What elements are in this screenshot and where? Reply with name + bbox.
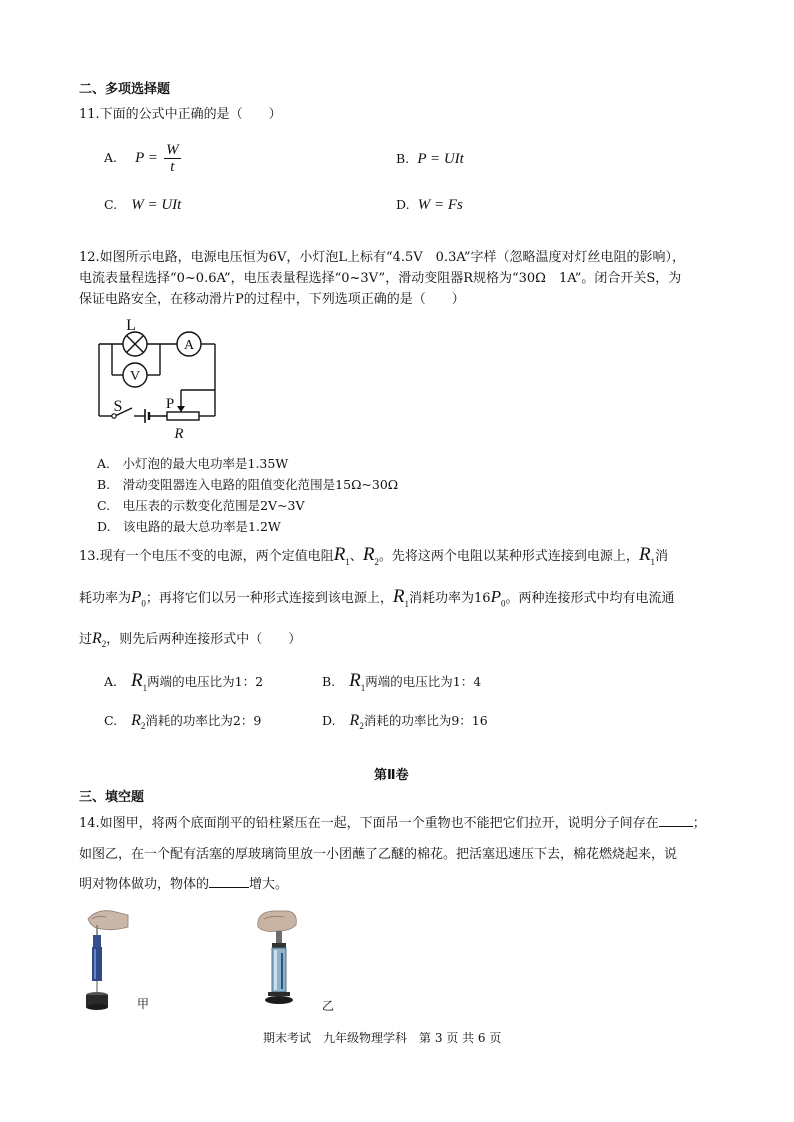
q11-b-text: P = UIt (417, 151, 464, 167)
q13-l1c: 。先将这两个电阻以某种形式连接到电源上， (378, 549, 639, 564)
q11-option-b (396, 151, 464, 168)
q13-l2c: 消耗功率为16 (409, 591, 491, 606)
voltmeter-label: V (129, 369, 141, 384)
p0-symbol: $P_0$ (490, 587, 506, 609)
q11-option-a (104, 142, 183, 175)
q11-stem: 11.下面的公式中正确的是（ ） (79, 107, 282, 122)
circuit-diagram (88, 308, 228, 446)
r1-symbol: $R_1$ (392, 586, 410, 609)
glass-cylinder-photo (250, 905, 310, 1009)
q13-option-a (104, 670, 263, 693)
q11-option-d (396, 197, 463, 214)
r2-symbol: $R_2$ (349, 712, 364, 732)
q12-option-c: C. 电压表的示数变化范围是2V~3V (97, 498, 305, 513)
answer-blank-1[interactable] (659, 814, 693, 827)
r2-symbol: $R_2$ (362, 544, 379, 567)
q12-option-d: D. 该电路的最大总功率是1.2W (97, 519, 281, 534)
q13-a-letter: A. (104, 674, 118, 689)
slider-label: P (165, 396, 175, 412)
q13-l2b: ；再将它们以另一种形式连接到该电源上， (145, 591, 393, 606)
rheostat-label: R (174, 426, 184, 442)
q11-a-lhs: P = (135, 150, 158, 166)
r1-symbol: $R_1$ (333, 544, 350, 567)
q11-a-denominator: t (170, 159, 175, 175)
q13-b-text: 两端的电压比为1：4 (365, 674, 482, 689)
q13-l1b: 、 (349, 549, 363, 564)
r2-symbol: $R_2$ (131, 712, 146, 732)
q14-line2: 如图乙，在一个配有活塞的厚玻璃筒里放一小团蘸了乙醚的棉花。把活塞迅速压下去，棉花燃烧起来，说 (79, 847, 678, 862)
r2-symbol: $R_2$ (92, 630, 107, 650)
photo-label-yi: 乙 (322, 999, 335, 1013)
q13-l2a: 耗功率为 (79, 591, 132, 606)
switch-label: S (113, 398, 123, 415)
volume2-title: 第Ⅱ卷 (374, 768, 409, 783)
r1-symbol: $R_1$ (638, 544, 656, 567)
q13-option-c (104, 711, 261, 731)
q11-a-fraction (164, 142, 181, 175)
q13-d-letter: D. (322, 713, 336, 728)
q13-line1 (79, 544, 668, 567)
photo-label-jia: 甲 (137, 997, 150, 1011)
section2-title: 二、多项选择题 (79, 82, 171, 97)
q12-option-a: A. 小灯泡的最大电功率是1.35W (97, 456, 289, 471)
answer-blank-2[interactable] (209, 875, 249, 888)
slider-arrow-icon (177, 406, 185, 412)
q11-d-text: W = Fs (417, 197, 463, 213)
q13-option-d (322, 711, 488, 731)
q13-l2d: 。两种连接形式中均有电流通 (505, 591, 675, 606)
q13-l3a: 过 (79, 632, 93, 647)
r1-symbol: $R_1$ (349, 670, 366, 693)
section3-title: 三、填空题 (79, 790, 145, 805)
q11-d-letter: D. (396, 197, 410, 212)
q12-line2: 电流表量程选择“0~0.6A”，电压表量程选择“0~3V”，滑动变阻器R规格为“30Ω 1A”。闭合开关S，为 (79, 271, 682, 286)
q12-line1: 12.如图所示电路，电源电压恒为6V，小灯泡L上标有“4.5V 0.3A”字样（忽略温度对灯丝电阻的影响）， (79, 250, 685, 265)
q12-option-b: B. 滑动变阻器连入电路的阻值变化范围是15Ω~30Ω (97, 477, 399, 492)
q13-l3b: ，则先后两种连接形式中（ ） (106, 632, 302, 647)
q13-line2 (79, 586, 674, 609)
q13-d-text: 消耗的功率比为9：16 (363, 713, 488, 728)
ammeter-label: A (183, 338, 195, 353)
q14-line1: 14.如图甲，将两个底面削平的铅柱紧压在一起，下面吊一个重物也不能把它们拉开，说明分子间存在 ； (79, 816, 706, 831)
q13-b-letter: B. (322, 674, 336, 689)
rheostat-symbol (167, 412, 199, 420)
r1-symbol: $R_1$ (131, 670, 148, 693)
q13-a-text: 两端的电压比为1：2 (147, 674, 264, 689)
page-footer: 期末考试 九年级物理学科 第 3 页 共 6 页 (263, 1031, 502, 1045)
p0-symbol: $P_0$ (131, 587, 146, 609)
q13-l1d: 消 (655, 549, 669, 564)
q11-a-letter: A. (104, 150, 118, 165)
q11-c-text: W = UIt (131, 197, 182, 213)
q11-b-letter: B. (396, 151, 410, 166)
lamp-label: L (126, 317, 136, 334)
q13-line3 (79, 628, 301, 649)
q13-c-letter: C. (104, 713, 118, 728)
q14-line3: 明对物体做功，物体的 增大。 (79, 877, 289, 892)
q13-c-text: 消耗的功率比为2：9 (145, 713, 262, 728)
q12-line3: 保证电路安全，在移动滑片P的过程中，下列选项正确的是（ ） (79, 292, 465, 307)
q11-c-letter: C. (104, 197, 118, 212)
q13-option-b (322, 670, 481, 693)
q11-option-c (104, 197, 181, 214)
q11-a-numerator: W (166, 142, 179, 158)
lead-cylinders-photo (78, 905, 130, 1013)
q13-l1a: 13.现有一个电压不变的电源，两个定值电阻 (79, 549, 334, 564)
